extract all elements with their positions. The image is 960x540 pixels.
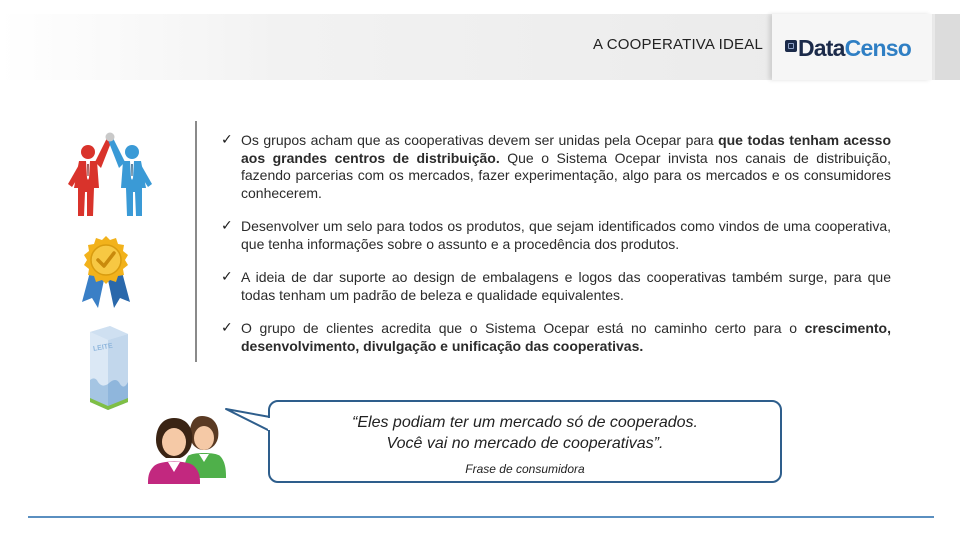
logo-text-censo: Censo xyxy=(844,35,911,61)
bullet-list xyxy=(221,132,891,371)
check-icon: ✓ xyxy=(221,320,233,336)
list-item xyxy=(221,132,891,202)
quote-bubble xyxy=(268,400,782,483)
list-item xyxy=(221,269,891,304)
page-title: A COOPERATIVA IDEAL xyxy=(593,36,763,53)
logo-text xyxy=(784,35,911,62)
quote-attribution: Frase de consumidora xyxy=(465,462,585,476)
datacenso-logo xyxy=(772,14,932,80)
bullet-text: Desenvolver um selo para todos os produtos, que sejam identificados como vindos de uma cooperativa, que tenha informações sobre o assunto e a procedência dos produtos. xyxy=(241,218,891,252)
list-item xyxy=(221,218,891,253)
quote-line-1: “Eles podiam ter um mercado só de cooperados. xyxy=(352,414,698,431)
speech-bubble-pointer-cover xyxy=(224,403,274,443)
high-five-businessmen-icon xyxy=(58,128,162,220)
check-icon: ✓ xyxy=(221,269,233,285)
logo-text-data: Data xyxy=(798,35,845,61)
quote-text xyxy=(270,412,780,454)
milk-carton-icon xyxy=(84,322,134,412)
award-medal-icon xyxy=(76,232,136,312)
header-tab xyxy=(935,14,960,80)
list-item xyxy=(221,320,891,355)
quote-line-2: Você vai no mercado de cooperativas”. xyxy=(386,435,664,452)
vertical-divider xyxy=(195,121,197,362)
milk-carton-label: LEITE xyxy=(92,342,114,353)
check-icon: ✓ xyxy=(221,218,233,234)
check-icon: ✓ xyxy=(221,132,233,148)
footer-divider xyxy=(28,516,934,518)
bullet-text: A ideia de dar suporte ao design de embalagens e logos das cooperativas também surge, para que todas tenham um padrão de beleza e qualidade equivalentes. xyxy=(241,269,891,303)
users-group-icon xyxy=(144,412,232,484)
bullet-text: Os grupos acham que as cooperativas devem ser unidas pela Ocepar para que todas tenham acesso aos grandes centros de distribuição. Que o Sistema Ocepar invista nos canais de distribuição, fazendo parcerias com os mercados, fazer experimentação, algo para os mercados e os consumidores conhecerem. xyxy=(241,132,891,201)
bullet-text: O grupo de clientes acredita que o Sistema Ocepar está no caminho certo para o crescimento, desenvolvimento, divulgação e unificação das cooperativas. xyxy=(241,320,891,354)
